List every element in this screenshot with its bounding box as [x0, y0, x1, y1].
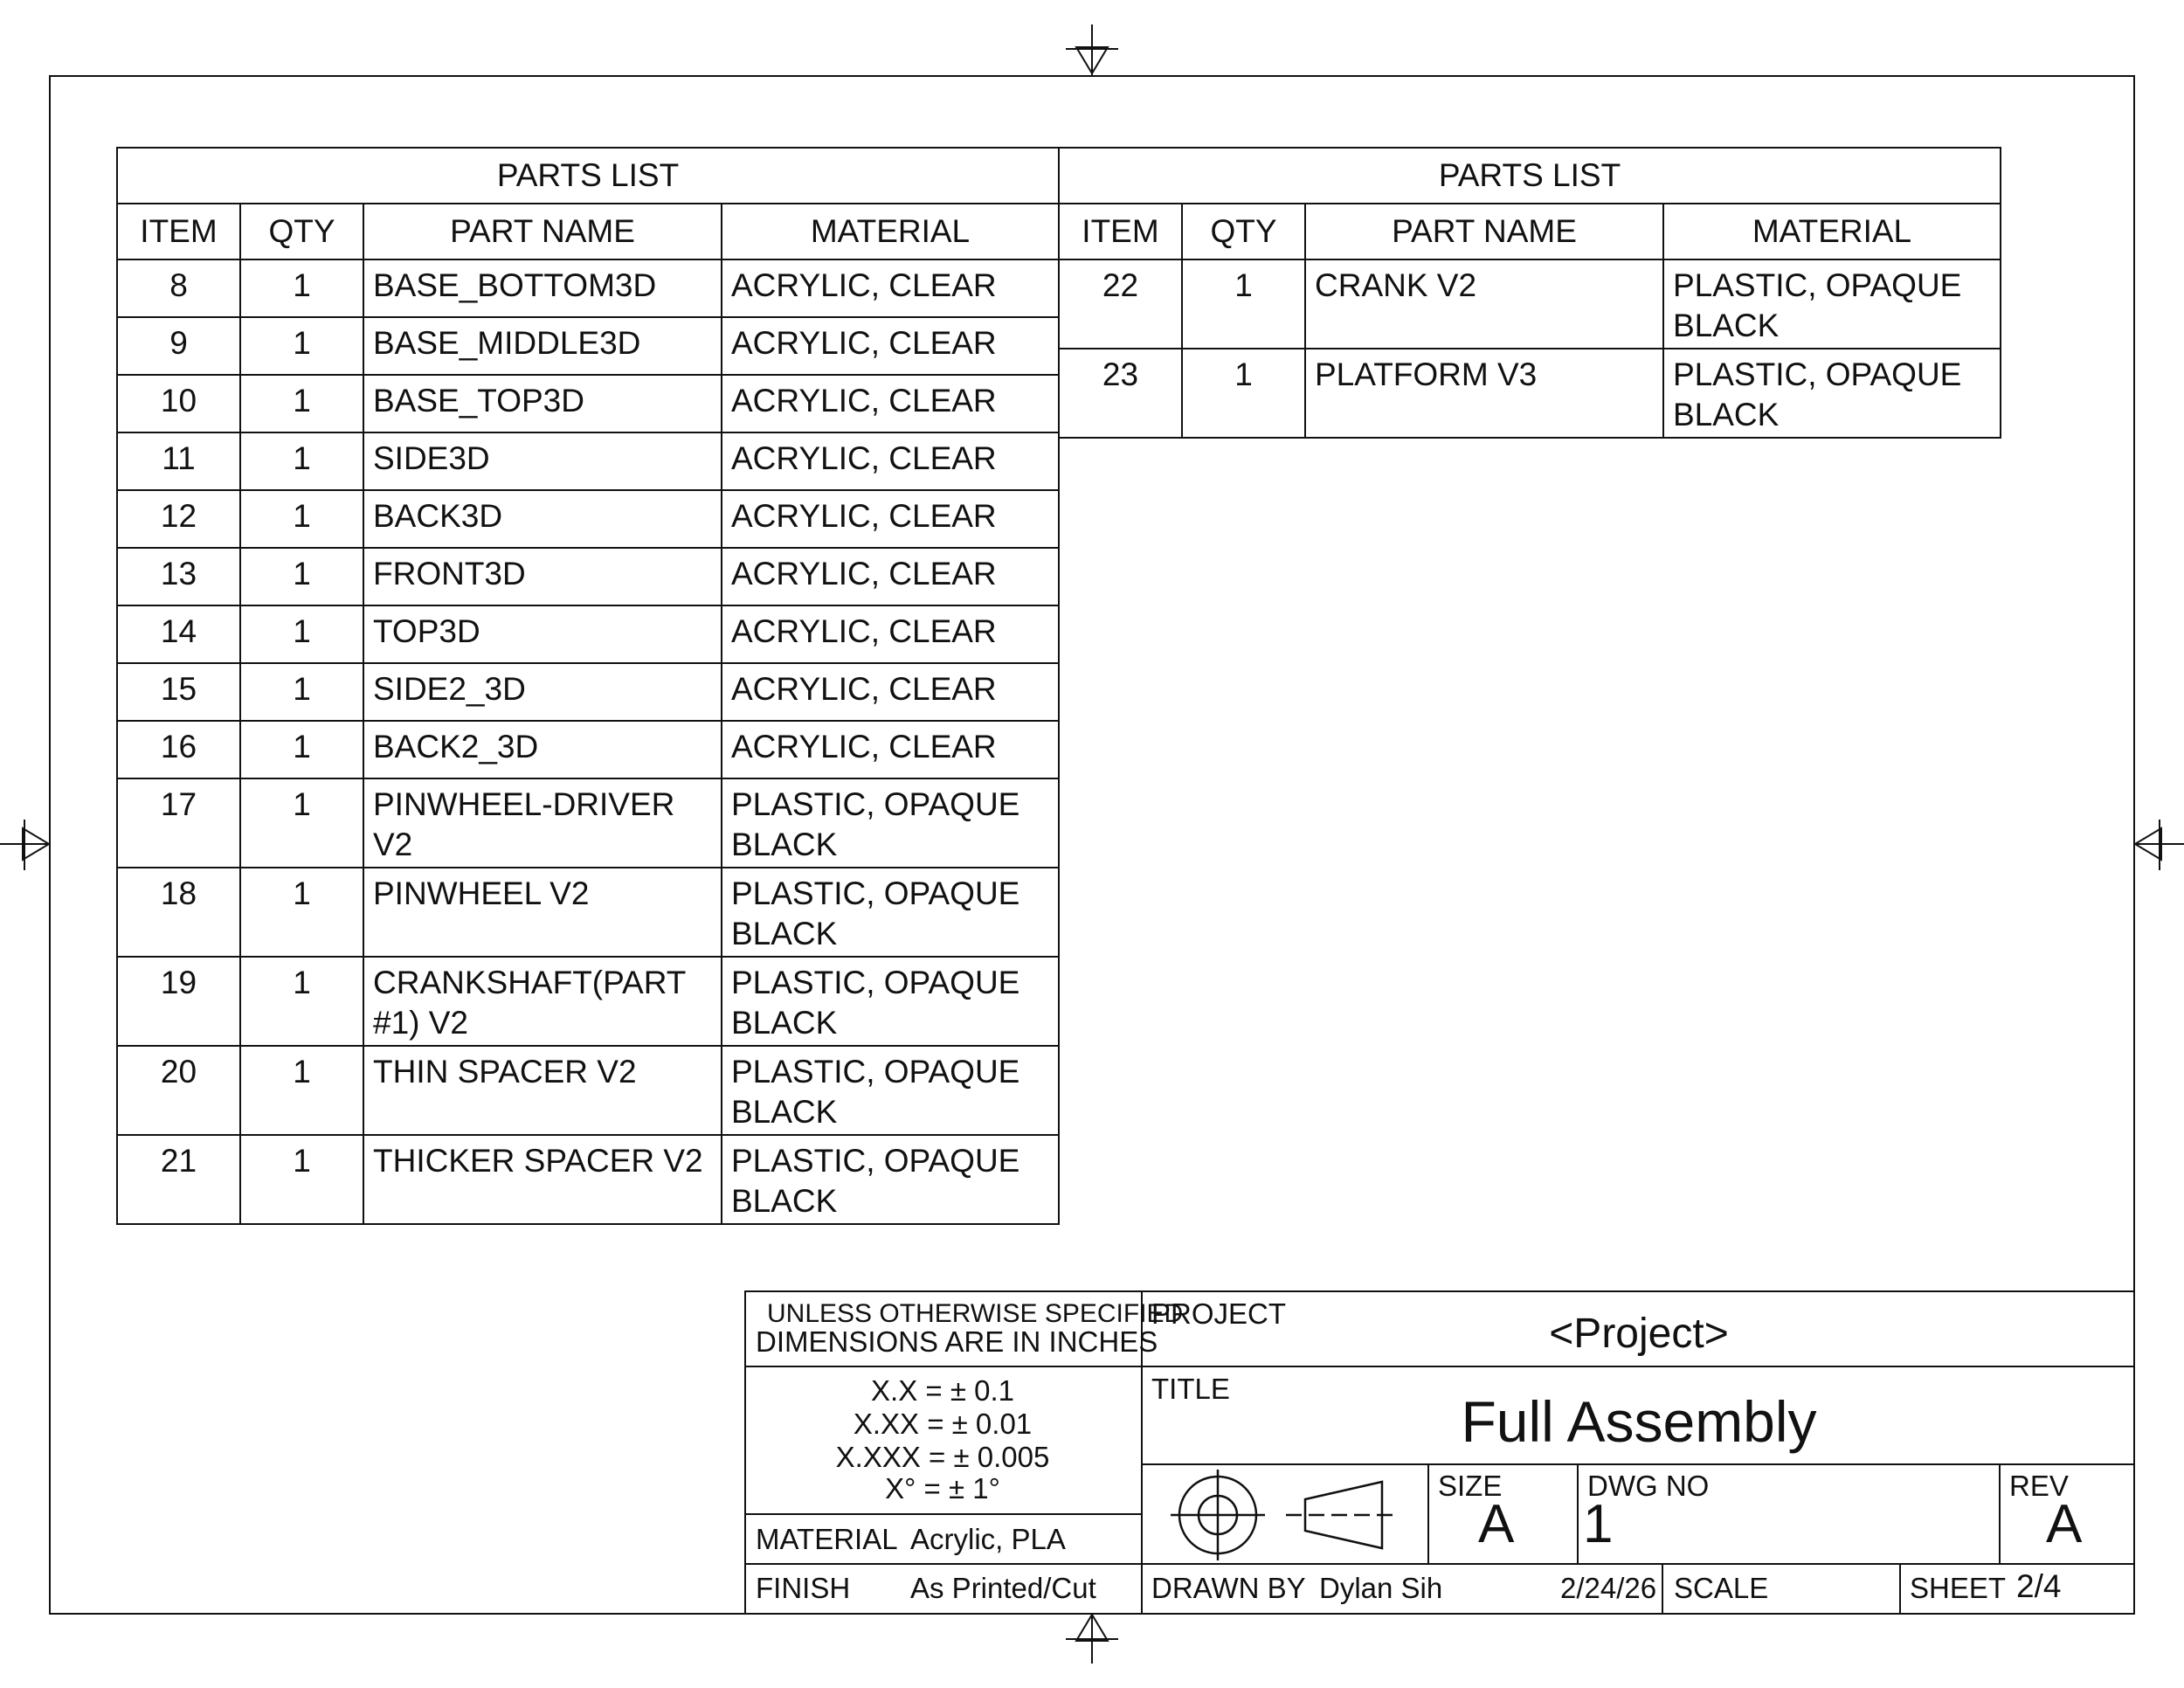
item-cell: 9 [117, 317, 240, 375]
third-angle-projection-icon [1164, 1470, 1408, 1560]
parts-list-title: PARTS LIST [117, 148, 1059, 204]
tolerance-angular: X° = ± 1° [885, 1472, 1000, 1505]
material-cell: PLASTIC, OPAQUE BLACK [722, 1046, 1059, 1135]
qty-cell: 1 [1182, 349, 1305, 438]
material-cell: PLASTIC, OPAQUE BLACK [722, 778, 1059, 868]
material-cell: ACRYLIC, CLEAR [722, 663, 1059, 721]
material-cell: ACRYLIC, CLEAR [722, 548, 1059, 605]
table-row [117, 1135, 1059, 1224]
table-row [117, 490, 1059, 548]
part-name-cell: BASE_BOTTOM3D [363, 259, 722, 317]
item-cell: 11 [117, 432, 240, 490]
table-row [117, 432, 1059, 490]
table-row [117, 868, 1059, 957]
column-header-material: MATERIAL [722, 204, 1059, 259]
qty-cell: 1 [240, 490, 363, 548]
table-row [117, 778, 1059, 868]
title-value: Full Assembly [1461, 1389, 1817, 1454]
column-header-qty: QTY [240, 204, 363, 259]
table-row [117, 605, 1059, 663]
tolerance-two-place: X.XX = ± 0.01 [853, 1408, 1033, 1440]
qty-cell: 1 [240, 317, 363, 375]
part-name-cell: THIN SPACER V2 [363, 1046, 722, 1135]
part-name-cell: CRANK V2 [1305, 259, 1663, 349]
item-cell: 18 [117, 868, 240, 957]
table-row [117, 259, 1059, 317]
item-cell: 13 [117, 548, 240, 605]
table-row [117, 375, 1059, 432]
drawn-by-label: DRAWN BY [1151, 1572, 1306, 1604]
column-header-material: MATERIAL [1663, 204, 2001, 259]
qty-cell: 1 [240, 375, 363, 432]
item-cell: 17 [117, 778, 240, 868]
scale-label: SCALE [1674, 1572, 1769, 1604]
item-cell: 10 [117, 375, 240, 432]
column-header-item: ITEM [1059, 204, 1182, 259]
item-cell: 15 [117, 663, 240, 721]
table-row [117, 957, 1059, 1046]
qty-cell: 1 [240, 1046, 363, 1135]
drawn-by-value: Dylan Sih [1319, 1572, 1443, 1604]
table-row [117, 663, 1059, 721]
part-name-cell: TOP3D [363, 605, 722, 663]
table-row [117, 721, 1059, 778]
qty-cell: 1 [240, 548, 363, 605]
sheet-label: SHEET [1910, 1572, 2007, 1604]
parts-list-right [1058, 147, 2001, 439]
column-header-item: ITEM [117, 204, 240, 259]
item-cell: 19 [117, 957, 240, 1046]
qty-cell: 1 [1182, 259, 1305, 349]
part-name-cell: PINWHEEL-DRIVER V2 [363, 778, 722, 868]
material-cell: PLASTIC, OPAQUE BLACK [1663, 349, 2001, 438]
part-name-cell: BASE_MIDDLE3D [363, 317, 722, 375]
dwg-no-label: DWG NO [1587, 1470, 1710, 1502]
drawn-date: 2/24/26 [1560, 1572, 1657, 1604]
project-label: PROJECT [1151, 1297, 1287, 1330]
part-name-cell: THICKER SPACER V2 [363, 1135, 722, 1224]
material-cell: ACRYLIC, CLEAR [722, 605, 1059, 663]
column-header-part-name: PART NAME [1305, 204, 1663, 259]
rev-label: REV [2009, 1470, 2069, 1502]
tolerance-one-place: X.X = ± 0.1 [871, 1374, 1014, 1407]
qty-cell: 1 [240, 259, 363, 317]
qty-cell: 1 [240, 957, 363, 1046]
part-name-cell: SIDE2_3D [363, 663, 722, 721]
column-header-qty: QTY [1182, 204, 1305, 259]
part-name-cell: FRONT3D [363, 548, 722, 605]
dwg-no-value: 1 [1583, 1494, 1614, 1554]
sheet-value: 2/4 [2016, 1568, 2062, 1604]
finish-label: FINISH [756, 1572, 851, 1604]
qty-cell: 1 [240, 721, 363, 778]
item-cell: 14 [117, 605, 240, 663]
material-cell: ACRYLIC, CLEAR [722, 317, 1059, 375]
parts-list-title: PARTS LIST [1059, 148, 2001, 204]
title-block [744, 1290, 2135, 1615]
material-cell: ACRYLIC, CLEAR [722, 375, 1059, 432]
title-label: TITLE [1151, 1373, 1230, 1405]
project-value: <Project> [1549, 1311, 1729, 1357]
qty-cell: 1 [240, 432, 363, 490]
table-row [117, 548, 1059, 605]
unless-specified-line1: UNLESS OTHERWISE SPECIFIED [767, 1299, 1184, 1328]
table-row [117, 1046, 1059, 1135]
item-cell: 12 [117, 490, 240, 548]
material-cell: PLASTIC, OPAQUE BLACK [1663, 259, 2001, 349]
item-cell: 8 [117, 259, 240, 317]
qty-cell: 1 [240, 663, 363, 721]
size-value: A [1478, 1494, 1515, 1554]
part-name-cell: BASE_TOP3D [363, 375, 722, 432]
qty-cell: 1 [240, 778, 363, 868]
item-cell: 16 [117, 721, 240, 778]
size-label: SIZE [1438, 1470, 1503, 1502]
material-cell: ACRYLIC, CLEAR [722, 432, 1059, 490]
tolerance-three-place: X.XXX = ± 0.005 [835, 1441, 1050, 1473]
material-cell: ACRYLIC, CLEAR [722, 259, 1059, 317]
material-cell: ACRYLIC, CLEAR [722, 490, 1059, 548]
material-value: Acrylic, PLA [910, 1523, 1066, 1555]
parts-list-left [116, 147, 1060, 1225]
table-row [117, 317, 1059, 375]
material-label: MATERIAL [756, 1523, 898, 1555]
item-cell: 23 [1059, 349, 1182, 438]
column-header-part-name: PART NAME [363, 204, 722, 259]
item-cell: 22 [1059, 259, 1182, 349]
part-name-cell: PINWHEEL V2 [363, 868, 722, 957]
table-row [1059, 349, 2001, 438]
material-cell: PLASTIC, OPAQUE BLACK [722, 868, 1059, 957]
finish-value: As Printed/Cut [910, 1572, 1096, 1604]
part-name-cell: BACK2_3D [363, 721, 722, 778]
material-cell: PLASTIC, OPAQUE BLACK [722, 957, 1059, 1046]
part-name-cell: PLATFORM V3 [1305, 349, 1663, 438]
rev-value: A [2046, 1494, 2083, 1554]
part-name-cell: SIDE3D [363, 432, 722, 490]
material-cell: PLASTIC, OPAQUE BLACK [722, 1135, 1059, 1224]
table-row [1059, 259, 2001, 349]
qty-cell: 1 [240, 868, 363, 957]
part-name-cell: CRANKSHAFT(PART #1) V2 [363, 957, 722, 1046]
item-cell: 20 [117, 1046, 240, 1135]
part-name-cell: BACK3D [363, 490, 722, 548]
material-cell: ACRYLIC, CLEAR [722, 721, 1059, 778]
unless-specified-line2: DIMENSIONS ARE IN INCHES [756, 1325, 1158, 1358]
qty-cell: 1 [240, 1135, 363, 1224]
item-cell: 21 [117, 1135, 240, 1224]
qty-cell: 1 [240, 605, 363, 663]
